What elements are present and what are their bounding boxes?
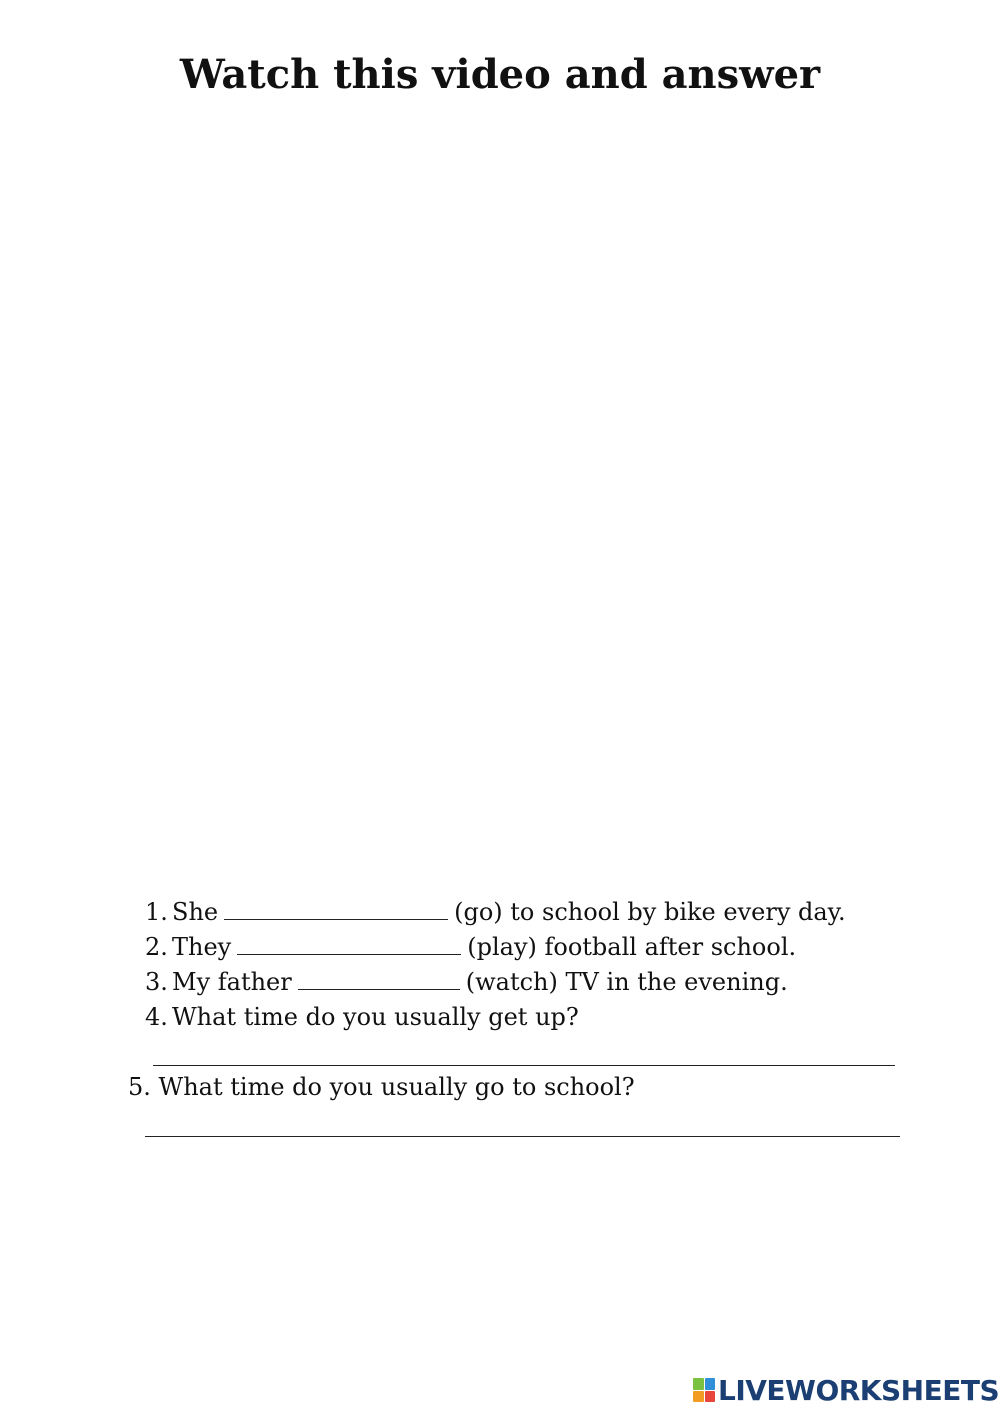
question-text-before: They (172, 933, 232, 961)
question-text-after: (watch) TV in the evening. (465, 968, 788, 996)
question-3 (145, 965, 788, 1000)
liveworksheets-logo (693, 1374, 999, 1406)
answer-blank-2[interactable] (237, 932, 461, 955)
video-embed-area[interactable] (100, 120, 900, 860)
answer-line-4[interactable] (153, 1065, 895, 1066)
question-number: 2. (145, 933, 168, 961)
question-text-before: My father (172, 968, 292, 996)
question-text: What time do you usually get up? (172, 1003, 579, 1031)
logo-text: LIVEWORKSHEETS (718, 1373, 1000, 1407)
question-1 (145, 895, 846, 930)
question-number: 3. (145, 968, 168, 996)
question-4 (145, 1000, 579, 1035)
answer-blank-1[interactable] (224, 897, 448, 920)
question-2 (145, 930, 796, 965)
answer-blank-3[interactable] (298, 967, 460, 990)
question-text-after: (play) football after school. (467, 933, 797, 961)
question-number: 1. (145, 898, 168, 926)
page-title: Watch this video and answer (179, 51, 821, 98)
liveworksheets-logo-icon (693, 1378, 715, 1402)
question-text-after: (go) to school by bike every day. (454, 898, 846, 926)
question-number: 5. (128, 1073, 151, 1101)
answer-line-5[interactable] (145, 1136, 900, 1137)
question-5 (128, 1070, 635, 1105)
question-number: 4. (145, 1003, 168, 1031)
question-text-before: She (172, 898, 219, 926)
question-text: What time do you usually go to school? (158, 1073, 635, 1101)
